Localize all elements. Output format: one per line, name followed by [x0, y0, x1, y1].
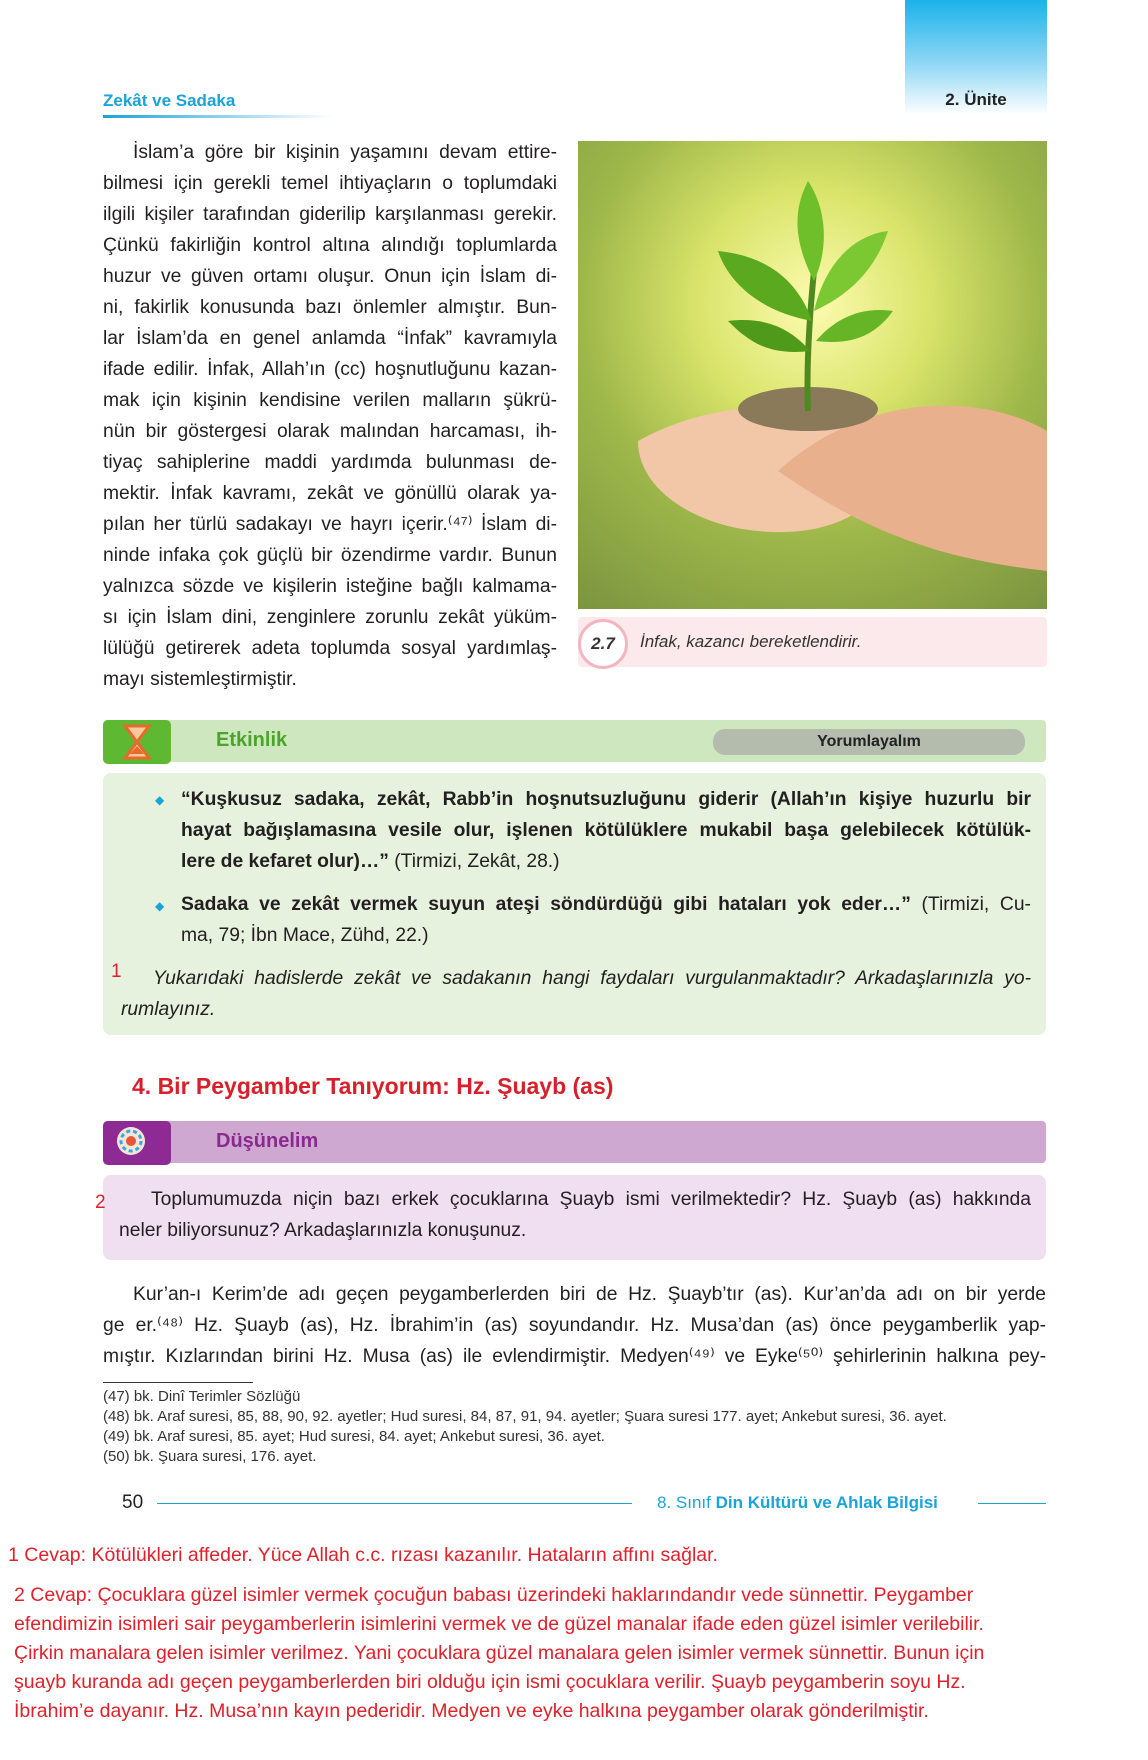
footnote: (50) bk. Şuara suresi, 176. ayet. — [103, 1448, 317, 1465]
globe-icon — [103, 1121, 171, 1165]
footnote: (49) bk. Araf suresi, 85. ayet; Hud suresi, 84. ayet; Ankebut suresi, 36. ayet. — [103, 1428, 605, 1445]
body-paragraph — [103, 1279, 1046, 1372]
text-line: sı için İslam dini, zenginlere zorunlu zekât yüküm- — [103, 607, 557, 628]
footnote-divider — [103, 1382, 253, 1383]
text-line: lülüğü getirerek adeta toplumda sosyal yardımlaş- — [103, 638, 557, 659]
text-line: pılan her türlü sadakayı ve hayrı içerir.⁽⁴⁷⁾ İslam di- — [103, 514, 557, 535]
quote-source-cont: ma, 79; İbn Mace, Zühd, 22.) — [181, 925, 429, 946]
activity-title: Etkinlik — [216, 729, 288, 751]
unit-label: 2. Ünite — [945, 90, 1007, 109]
question-marker-2: 2 — [95, 1192, 106, 1213]
footnote: (48) bk. Araf suresi, 85, 88, 90, 92. ayetler; Hud suresi, 84, 87, 91, 94. ayetler; Şuara suresi 177. ayet; Ankebut suresi, 36. ayet. — [103, 1408, 947, 1425]
think-box — [95, 1175, 1046, 1260]
answer-line: efendimizin isimleri sair peygamberlerin isimlerini vermek ve de güzel manalar ifade eden güzel isimler verilebilir. — [14, 1613, 984, 1635]
think-header — [103, 1121, 1046, 1163]
text-line: İslam’a göre bir kişinin yaşamını devam ettire- — [133, 142, 557, 163]
think-question — [119, 1184, 1031, 1246]
footer-line-right — [978, 1503, 1046, 1504]
answer-2 — [14, 1581, 1144, 1726]
footnote: (47) bk. Dinî Terimler Sözlüğü — [103, 1388, 301, 1405]
text-line: mak için kişinin kendisine verilen malların şükrü- — [103, 390, 557, 411]
text-line: mayı sistemleştirmiştir. — [103, 669, 297, 690]
figure-number: 2.7 — [578, 619, 628, 669]
text-line: ilgili kişiler tarafından giderilip karşılanması gerekir. — [103, 204, 557, 225]
text-line: lar İslam’da en genel anlamda “İnfak” kavramıyla — [103, 328, 557, 349]
footer-line-left — [157, 1503, 632, 1504]
quote-line: Sadaka ve zekât vermek suyun ateşi söndürdüğü gibi hataları yok eder…” — [181, 894, 911, 915]
quote-source: (Tirmizi, Cu- — [910, 894, 1031, 915]
answer-line: şuayb kuranda adı geçen peygamberlerden biri olduğu için ismi çocuklara verilir. Şuayb peygamberin soyu Hz. — [14, 1671, 966, 1693]
answer-line: Çirkin manalara gelen isimler verilmez. Yani çocuklara güzel manalara gelen isimler vermek sünnettir. Bunun için — [14, 1642, 985, 1664]
text-line: Çünkü fakirliğin kontrol altına alındığı toplumlarda — [103, 235, 557, 256]
text-line: ifade edilir. İnfak, Allah’ın (cc) hoşnutluğunu kazan- — [103, 359, 557, 380]
question-line: Yukarıdaki hadislerde zekât ve sadakanın hangi faydaları vurgulanmaktadır? Arkadaşlarınızla yo- — [153, 968, 1031, 989]
caption-text: İnfak, kazancı bereketlendirir. — [640, 632, 862, 651]
intro-paragraph — [103, 137, 557, 695]
text-line: tiyaç sahiplerine maddi yardımda bulunması de- — [103, 452, 557, 473]
text-line: huzur ve güven ortamı oluşur. Onun için İslam di- — [103, 266, 557, 287]
answer-line: İbrahim’e dayanır. Hz. Musa’nın kayın pederidir. Medyen ve eyke halkına peygamber olarak gönderilmiştir. — [14, 1700, 929, 1722]
book-title — [657, 1493, 938, 1513]
quote-1 — [181, 784, 1031, 877]
section-title: Zekât ve Sadaka — [103, 91, 236, 110]
plant-in-hands-photo — [578, 141, 1047, 609]
footnotes — [103, 1387, 947, 1467]
activity-question — [121, 963, 1031, 1025]
question-line: Toplumumuzda niçin bazı erkek çocuklarına Şuayb ismi verilmektedir? Hz. Şuayb (as) hakkında — [151, 1189, 1031, 1210]
book-grade: 8. Sınıf — [657, 1493, 716, 1512]
section-underline — [103, 115, 333, 118]
think-title: Düşünelim — [216, 1130, 319, 1152]
text-line: ge er.⁽⁴⁸⁾ Hz. Şuayb (as), Hz. İbrahim’in (as) soyundandır. Hz. Musa’dan (as) önce peygamberlik yap- — [103, 1315, 1046, 1336]
text-line: ni, fakirlik konusunda bazı önlemler almıştır. Bun- — [103, 297, 557, 318]
quote-line: hayat bağışlamasına vesile olur, işlenen kötülüklere mukabil başa gelebilecek kötülük- — [181, 820, 1031, 841]
text-line: mıştır. Kızlarından birini Hz. Musa (as) ile evlendirmiştir. Medyen⁽⁴⁹⁾ ve Eyke⁽⁵⁰⁾ şehirlerinin halkına pey- — [103, 1346, 1046, 1367]
text-line: ninde infaka çok güçlü bir özendirme vardır. Bunun — [103, 545, 557, 566]
page-number: 50 — [122, 1492, 144, 1513]
text-line: nün bir göstergesi olarak malından harcaması, ih- — [103, 421, 557, 442]
question-line: rumlayınız. — [121, 999, 216, 1020]
quote-line: “Kuşkusuz sadaka, zekât, Rabb’in hoşnutsuzluğunu giderir (Allah’ın kişiye huzurlu bir — [181, 789, 1031, 810]
bullet-icon: ◆ — [155, 899, 165, 913]
quote-line: lere de kefaret olur)…” — [181, 851, 389, 872]
activity-header — [103, 720, 1046, 762]
text-line: yalnızca sözde ve kişilerin isteğine bağlı kalmama- — [103, 576, 557, 597]
quote-2 — [181, 889, 1031, 951]
answer-1: 1 Cevap: Kötülükleri affeder. Yüce Allah c.c. rızası kazanılır. Hataların affını sağlar. — [8, 1544, 718, 1566]
question-line: neler biliyorsunuz? Arkadaşlarınızla konuşunuz. — [119, 1220, 527, 1241]
text-line: mektir. İnfak kavramı, zekât ve gönüllü olarak ya- — [103, 483, 557, 504]
book-name: Din Kültürü ve Ahlak Bilgisi — [715, 1493, 938, 1512]
text-line: Kur’an-ı Kerim’de adı geçen peygamberlerden biri de Hz. Şuayb’tır (as). Kur’an’da adı on bir yerde — [133, 1284, 1046, 1305]
question-marker-1: 1 — [111, 961, 122, 982]
text-line: bilmesi için gerekli temel ihtiyaçların o toplumdaki — [103, 173, 557, 194]
quote-source: (Tirmizi, Zekât, 28.) — [388, 851, 560, 872]
bullet-icon: ◆ — [155, 793, 165, 807]
hourglass-icon — [103, 720, 171, 764]
section-heading: 4. Bir Peygamber Tanıyorum: Hz. Şuayb (as) — [132, 1073, 614, 1099]
answer-line: 2 Cevap: Çocuklara güzel isimler vermek çocuğun babası üzerindeki haklarındandır vede sünnettir. Peygamber — [14, 1584, 974, 1606]
activity-tag: Yorumlayalım — [713, 729, 1025, 755]
figure-caption — [578, 617, 1047, 667]
activity-box — [103, 773, 1046, 1035]
